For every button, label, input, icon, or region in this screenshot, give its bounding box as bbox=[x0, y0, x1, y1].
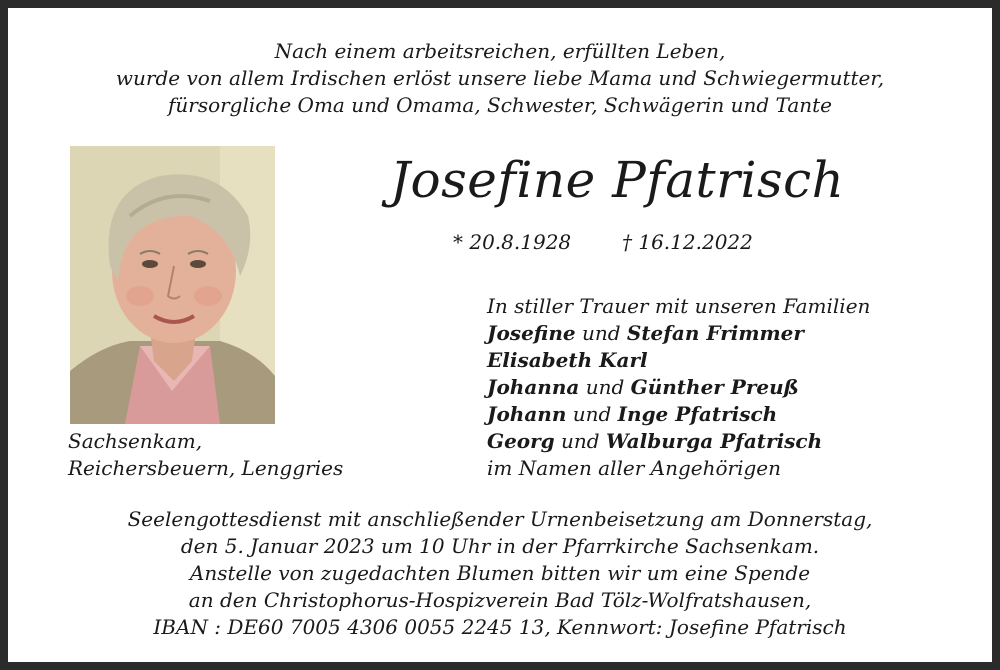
family-name: Inge Pfatrisch bbox=[617, 402, 778, 426]
family-name: Stefan Frimmer bbox=[626, 321, 804, 345]
mourners-list bbox=[487, 293, 870, 482]
intro-text bbox=[8, 38, 992, 119]
family-line bbox=[487, 428, 870, 455]
family-name: Georg bbox=[487, 429, 555, 453]
family-line bbox=[487, 347, 870, 374]
service-line: den 5. Januar 2023 um 10 Uhr in der Pfarrkirche Sachsenkam. bbox=[180, 534, 820, 558]
intro-line: fürsorgliche Oma und Omama, Schwester, Schwägerin und Tante bbox=[167, 93, 833, 117]
intro-line: Nach einem arbeitsreichen, erfüllten Leben, bbox=[274, 39, 726, 63]
family-line bbox=[487, 401, 870, 428]
family-conjunction: und bbox=[554, 429, 606, 453]
obituary-card bbox=[8, 8, 992, 662]
family-name: Johanna bbox=[487, 375, 580, 399]
service-line: an den Christophorus-Hospizverein Bad Tölz-Wolfratshausen, bbox=[188, 588, 812, 612]
mourners-intro: In stiller Trauer mit unseren Familien bbox=[487, 294, 871, 318]
family-name: Josefine bbox=[487, 321, 576, 345]
mourners-closing: im Namen aller Angehörigen bbox=[487, 456, 782, 480]
family-name: Günther Preuß bbox=[630, 375, 799, 399]
place-line: Reichersbeuern, Lenggries bbox=[68, 456, 344, 480]
family-name: Elisabeth Karl bbox=[487, 348, 648, 372]
place-line: Sachsenkam, bbox=[68, 429, 203, 453]
birth-date: * 20.8.1928 bbox=[453, 230, 572, 254]
intro-line: wurde von allem Irdischen erlöst unsere liebe Mama und Schwiegermutter, bbox=[115, 66, 885, 90]
family-conjunction: und bbox=[566, 402, 618, 426]
portrait-photo bbox=[70, 146, 275, 424]
deceased-name: Josefine Pfatrisch bbox=[390, 151, 845, 209]
place-of-residence bbox=[68, 428, 343, 482]
death-date: † 16.12.2022 bbox=[622, 230, 753, 254]
service-line: IBAN : DE60 7005 4306 0055 2245 13, Kennwort: Josefine Pfatrisch bbox=[153, 615, 847, 639]
family-line bbox=[487, 320, 870, 347]
service-line: Seelengottesdienst mit anschließender Urnenbeisetzung am Donnerstag, bbox=[127, 507, 873, 531]
family-conjunction: und bbox=[579, 375, 631, 399]
family-name: Johann bbox=[487, 402, 567, 426]
family-name: Walburga Pfatrisch bbox=[605, 429, 823, 453]
family-line bbox=[487, 374, 870, 401]
family-conjunction: und bbox=[575, 321, 627, 345]
service-line: Anstelle von zugedachten Blumen bitten wir um eine Spende bbox=[189, 561, 811, 585]
service-announcement bbox=[8, 506, 992, 641]
